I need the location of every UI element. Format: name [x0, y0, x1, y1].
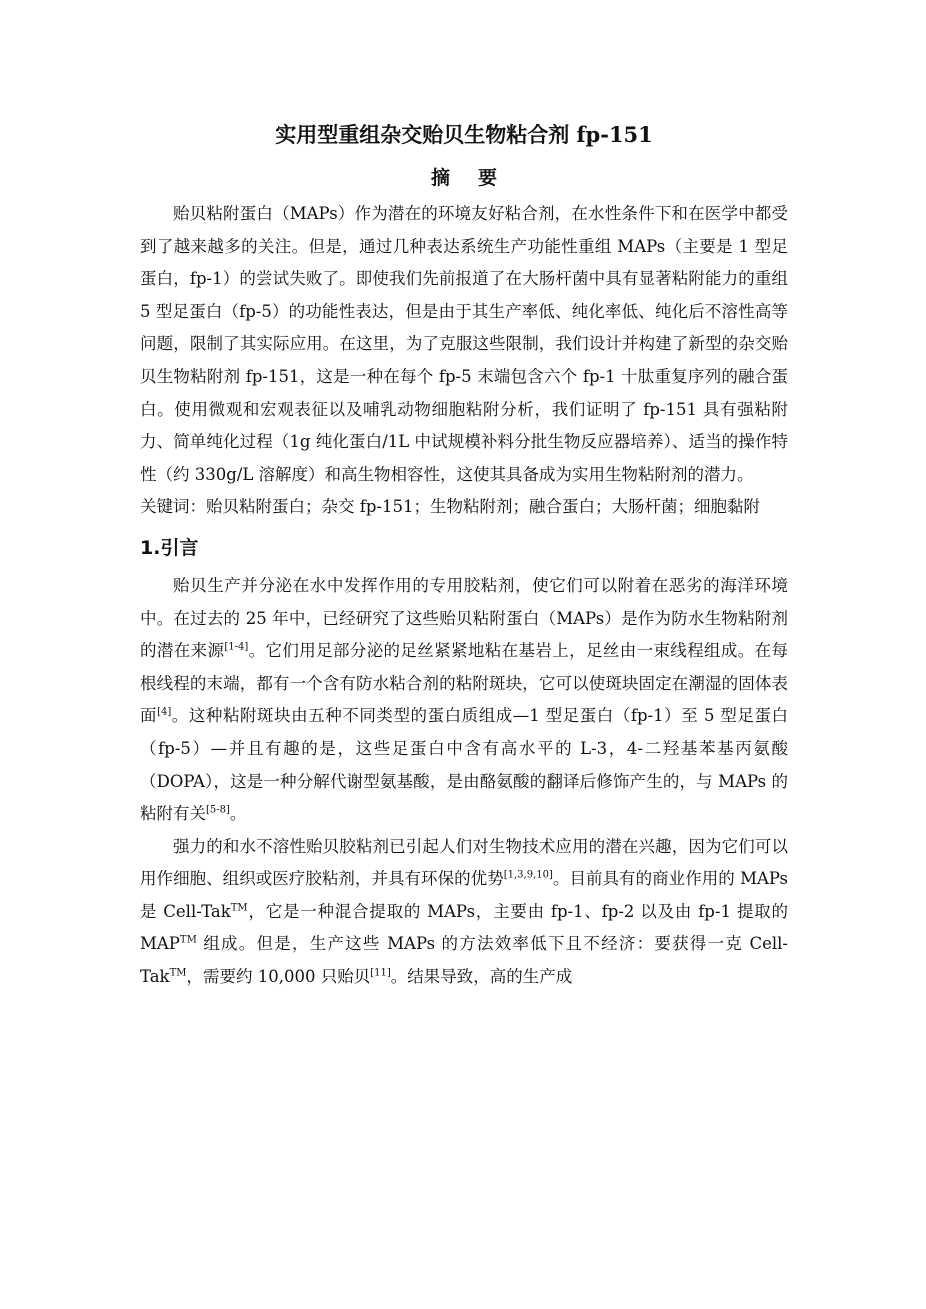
trademark: TM — [179, 934, 197, 946]
text-run: 组成。但是，生产这些 MAPs 的方法效率低下且不经济：要获得一克 Cell-Tak — [140, 934, 788, 987]
section-heading-introduction: 1.引言 — [140, 536, 199, 559]
intro-paragraph-2 — [140, 831, 788, 994]
text-run: 。结果导致，高的生产成 — [390, 967, 573, 987]
text-run: 贻贝生产并分泌在水中发挥作用的专用胶粘剂，使它们可以附着在恶劣的海洋环境中。在过去的 25 年中，已经研究了这些贻贝粘附蛋白（MAPs）是作为防水生物粘附剂的潜在来源 — [140, 575, 788, 661]
keywords: 关键词：贻贝粘附蛋白；杂交 fp-151；生物粘附剂；融合蛋白；大肠杆菌；细胞黏附 — [140, 497, 760, 517]
intro-paragraph-1 — [140, 570, 788, 831]
trademark: TM — [230, 902, 248, 914]
abstract-heading: 摘要 — [430, 167, 525, 189]
text-run: 。它们用足部分泌的足丝紧紧地粘在基岩上，足丝由一束线程组成。在每根线程的末端，都有一个含有防水粘合剂的粘附斑块，它可以使斑块固定在潮湿的固体表面 — [140, 641, 789, 726]
trademark: TM — [169, 967, 187, 979]
citation: [1-4] — [224, 641, 249, 653]
paper-title: 实用型重组杂交贻贝生物粘合剂 fp-151 — [275, 122, 653, 147]
text-run: 。目前具有的商业作用的 MAPs 是 Cell-Tak — [140, 869, 789, 921]
citation: [11] — [370, 967, 391, 979]
text-run: ，需要约 10,000 只贻贝 — [186, 967, 371, 987]
text-run: 强力的和水不溶性贻贝胶粘剂已引起人们对生物技术应用的潜在兴趣，因为它们可以用作细胞、组织或医疗胶粘剂，并具有环保的优势 — [140, 836, 788, 889]
text-run: ，它是一种混合提取的 MAPs，主要由 fp-1、fp-2 以及由 fp-1 提取的 MAP — [140, 901, 788, 954]
citation: [4] — [157, 706, 172, 718]
text-run: 。 — [229, 804, 247, 824]
citation: [5-8] — [206, 804, 230, 816]
document-page — [140, 118, 788, 994]
citation: [1,3,9,10] — [503, 869, 553, 881]
text-run: 。这种粘附斑块由五种不同类型的蛋白质组成—1 型足蛋白（fp-1）至 5 型足蛋白（fp-5）—并且有趣的是，这些足蛋白中含有高水平的 L-3，4-二羟基苯基丙氨酸（DOPA），这是一种分解代谢型氨基酸，是由酪氨酸的翻译后修饰产生的，与 MAPs 的粘附有关 — [140, 706, 788, 824]
abstract-paragraph: 贻贝粘附蛋白（MAPs）作为潜在的环境友好粘合剂，在水性条件下和在医学中都受到了越来越多的关注。但是，通过几种表达系统生产功能性重组 MAPs（主要是 1 型足蛋白，fp-1）的尝试失败了。即使我们先前报道了在大肠杆菌中具有显著粘附能力的重组 5 型足蛋白（fp-5）的功能性表达，但是由于其生产率低、纯化率低、纯化后不溶性高等问题，限制了其实际应用。在这里，为了克服这些限制，我们设计并构建了新型的杂交贻贝生物粘附剂 fp-151，这是一种在每个 fp-5 末端包含六个 fp-1 十肽重复序列的融合蛋白。使用微观和宏观表征以及哺乳动物细胞粘附分析，我们证明了 fp-151 具有强粘附力、简单纯化过程（1g 纯化蛋白/1L 中试规模补料分批生物反应器培养）、适当的操作特性（约 330g/L 溶解度）和高生物相容性，这使其具备成为实用生物粘附剂的潜力。 — [140, 204, 788, 484]
